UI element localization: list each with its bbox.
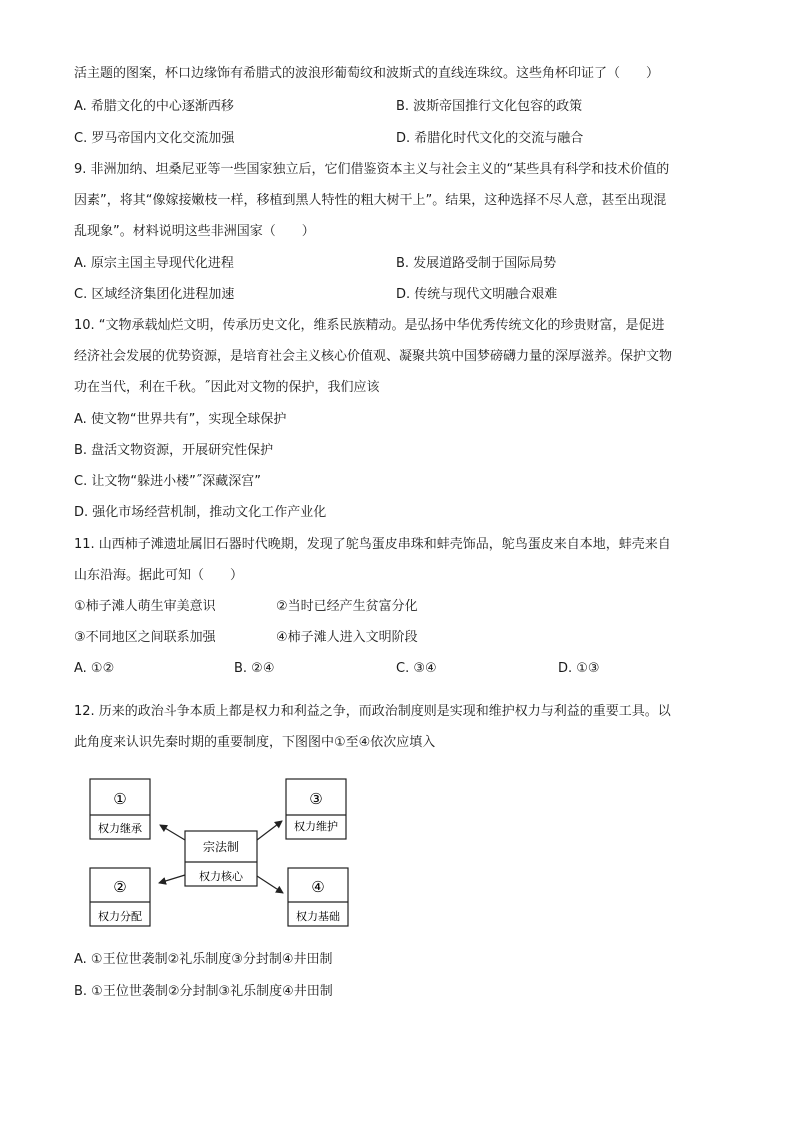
q9-stem-line-2: 因素”，将其“像嫁接嫩枝一样，移植到黑人特性的粗大树干上”。结果，这种选择不尽人意，甚至出现混	[74, 193, 667, 208]
center-box-title: 宗法制	[202, 840, 240, 854]
q11-statement-1: ①柿子滩人萌生审美意识	[74, 599, 216, 614]
q11-stem-line-2: 山东沿海。据此可知（ ）	[74, 568, 244, 583]
q8-option-c[interactable]: C. 罗马帝国内文化交流加强	[74, 131, 235, 146]
arrow-to-box-3	[257, 821, 282, 840]
q9-option-b[interactable]: B. 发展道路受制于国际局势	[396, 256, 557, 271]
box-3	[286, 779, 346, 839]
q8-option-a[interactable]: A. 希腊文化的中心逐渐西移	[74, 99, 234, 114]
box-1	[90, 779, 150, 839]
box-2	[90, 868, 150, 926]
q9-option-d[interactable]: D. 传统与现代文明融合艰难	[396, 287, 558, 302]
q9-option-a[interactable]: A. 原宗主国主导现代化进程	[74, 256, 234, 271]
arrow-to-box-4	[257, 876, 283, 893]
q10-stem-line-3: 功在当代，利在千秋。˝因此对文物的保护，我们应该	[74, 380, 380, 395]
q12-stem-line-1: 12. 历来的政治斗争本质上都是权力和利益之争，而政治制度则是实现和维护权力与利益的重要工具。以	[74, 704, 671, 719]
q12-option-b[interactable]: B. ①王位世袭制②分封制③礼乐制度④井田制	[74, 984, 333, 999]
q8-stem-tail: 活主题的图案，杯口边缘饰有希腊式的波浪形葡萄纹和波斯式的直线连珠纹。这些角杯印证了（ ）	[74, 66, 660, 81]
arrow-to-box-1	[160, 825, 185, 840]
q11-statement-3: ③不同地区之间联系加强	[74, 630, 216, 645]
arrow-to-box-2	[159, 875, 185, 883]
q11-statement-4: ④柿子滩人进入文明阶段	[276, 630, 418, 645]
q8-option-d[interactable]: D. 希腊化时代文化的交流与融合	[396, 131, 584, 146]
box-2-number: ②	[113, 878, 127, 896]
q9-stem-line-1: 9. 非洲加纳、坦桑尼亚等一些国家独立后，它们借鉴资本主义与社会主义的“某些具有科学和技术价值的	[74, 162, 670, 177]
q11-option-b[interactable]: B. ②④	[234, 661, 275, 676]
center-box	[185, 831, 257, 886]
q11-option-d[interactable]: D. ①③	[558, 661, 600, 676]
q11-statement-2: ②当时已经产生贫富分化	[276, 599, 418, 614]
box-1-label: 权力继承	[98, 822, 142, 835]
q11-stem-line-1: 11. 山西柿子滩遗址属旧石器时代晚期，发现了鸵鸟蛋皮串珠和蚌壳饰品，鸵鸟蛋皮来自本地，蚌壳来自	[74, 537, 671, 552]
q11-option-a[interactable]: A. ①②	[74, 661, 115, 676]
q10-stem-line-1: 10. “文物承载灿烂文明，传承历史文化，维系民族精动。是弘扬中华优秀传统文化的珍贵财富，是促进	[74, 318, 665, 333]
box-4-number: ④	[311, 878, 325, 896]
q10-option-d[interactable]: D. 强化市场经营机制，推动文化工作产业化	[74, 505, 327, 520]
q10-option-c[interactable]: C. 让文物“躲进小楼”˝深藏深宫”	[74, 474, 262, 489]
box-4	[288, 868, 348, 926]
box-4-label: 权力基础	[296, 910, 340, 923]
q10-option-b[interactable]: B. 盘活文物资源，开展研究性保护	[74, 443, 274, 458]
box-1-number: ①	[113, 790, 127, 808]
q12-option-a[interactable]: A. ①王位世袭制②礼乐制度③分封制④井田制	[74, 952, 333, 967]
power-structure-diagram	[86, 772, 366, 932]
q9-stem-line-3: 乱现象”。材料说明这些非洲国家（ ）	[74, 224, 315, 239]
q10-option-a[interactable]: A. 使文物“世界共有”，实现全球保护	[74, 412, 287, 427]
q8-option-b[interactable]: B. 波斯帝国推行文化包容的政策	[396, 99, 583, 114]
center-box-subtitle: 权力核心	[199, 870, 243, 883]
box-2-label: 权力分配	[98, 910, 142, 923]
q12-stem-line-2: 此角度来认识先秦时期的重要制度，下图图中①至④依次应填入	[74, 735, 436, 750]
box-3-label: 权力维护	[294, 820, 338, 833]
box-3-number: ③	[309, 790, 323, 808]
q9-option-c[interactable]: C. 区域经济集团化进程加速	[74, 287, 235, 302]
q10-stem-line-2: 经济社会发展的优势资源，是培育社会主义核心价值观、凝聚共筑中国梦磅礴力量的深厚滋养。保护文物	[74, 349, 673, 364]
q11-option-c[interactable]: C. ③④	[396, 661, 437, 676]
